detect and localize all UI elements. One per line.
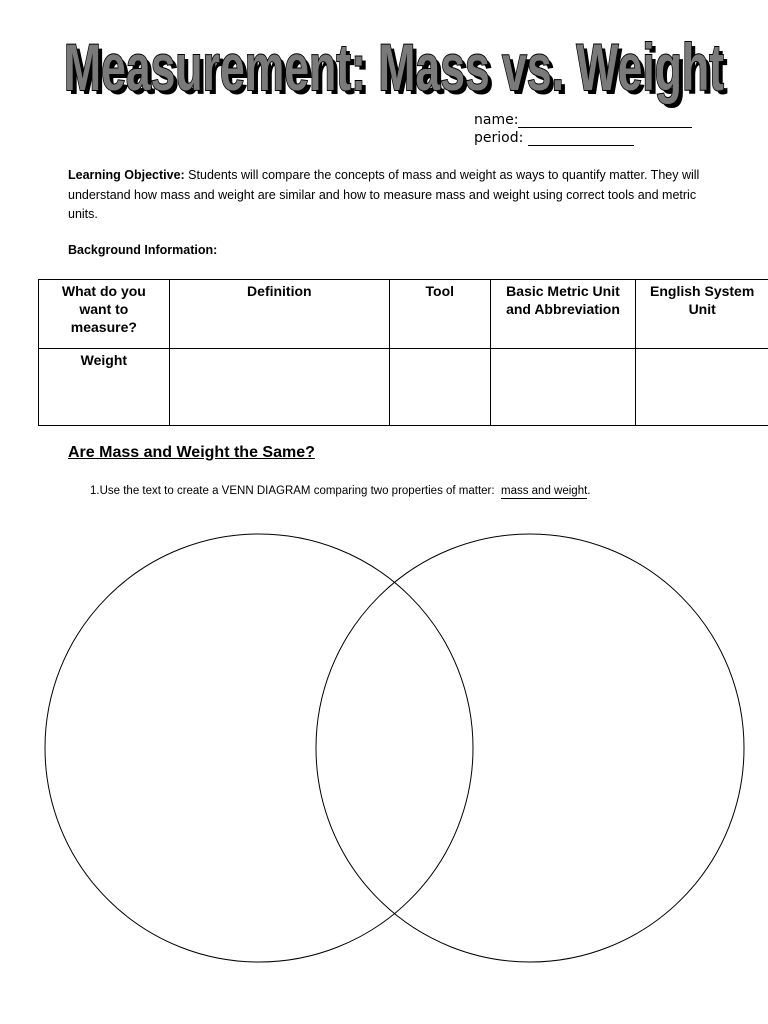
venn-circle-right[interactable] (316, 534, 744, 962)
instruction-item (90, 485, 590, 497)
venn-circle-left[interactable] (45, 534, 473, 962)
measurement-table (38, 279, 768, 426)
table-header: English System Unit (636, 280, 768, 349)
table-cell[interactable] (389, 349, 490, 426)
period-label: period: (474, 130, 524, 146)
period-field (474, 130, 634, 146)
table-cell[interactable] (636, 349, 768, 426)
title-shadow: Measurement: Mass vs. Weight (68, 34, 729, 108)
objective-label: Learning Objective: (68, 168, 185, 182)
background-information-label: Background Information: (68, 243, 218, 257)
table-cell[interactable] (169, 349, 389, 426)
venn-diagram (40, 522, 750, 974)
table-cell[interactable] (490, 349, 636, 426)
worksheet-title (50, 28, 740, 110)
instruction-text: Use the text to create a VENN DIAGRAM comparing two properties of matter: (99, 485, 495, 497)
title-text: Measurement: Mass vs. Weight (64, 30, 725, 104)
table-header: Basic Metric Unit and Abbreviation (490, 280, 636, 349)
instruction-number: 1. (90, 485, 100, 497)
instruction-end: . (587, 485, 591, 497)
learning-objective (68, 166, 728, 225)
table-header: Definition (169, 280, 389, 349)
table-header-row (39, 280, 768, 349)
period-blank[interactable] (528, 131, 634, 146)
table-header: Tool (389, 280, 490, 349)
instruction-underlined: mass and weight (500, 485, 588, 497)
objective-text: Students will compare the concepts of mass and weight as ways to quantify matter. They will understand how mass and weight are similar and how to measure mass and weight using correct tools and metric units. (68, 168, 700, 221)
section-heading: Are Mass and Weight the Same? (68, 444, 315, 461)
name-blank[interactable] (518, 113, 692, 128)
table-cell: Weight (39, 349, 170, 426)
table-row (39, 349, 768, 426)
name-label: name: (474, 112, 519, 128)
table-header: What do you want to measure? (39, 280, 170, 349)
name-field (474, 112, 692, 128)
